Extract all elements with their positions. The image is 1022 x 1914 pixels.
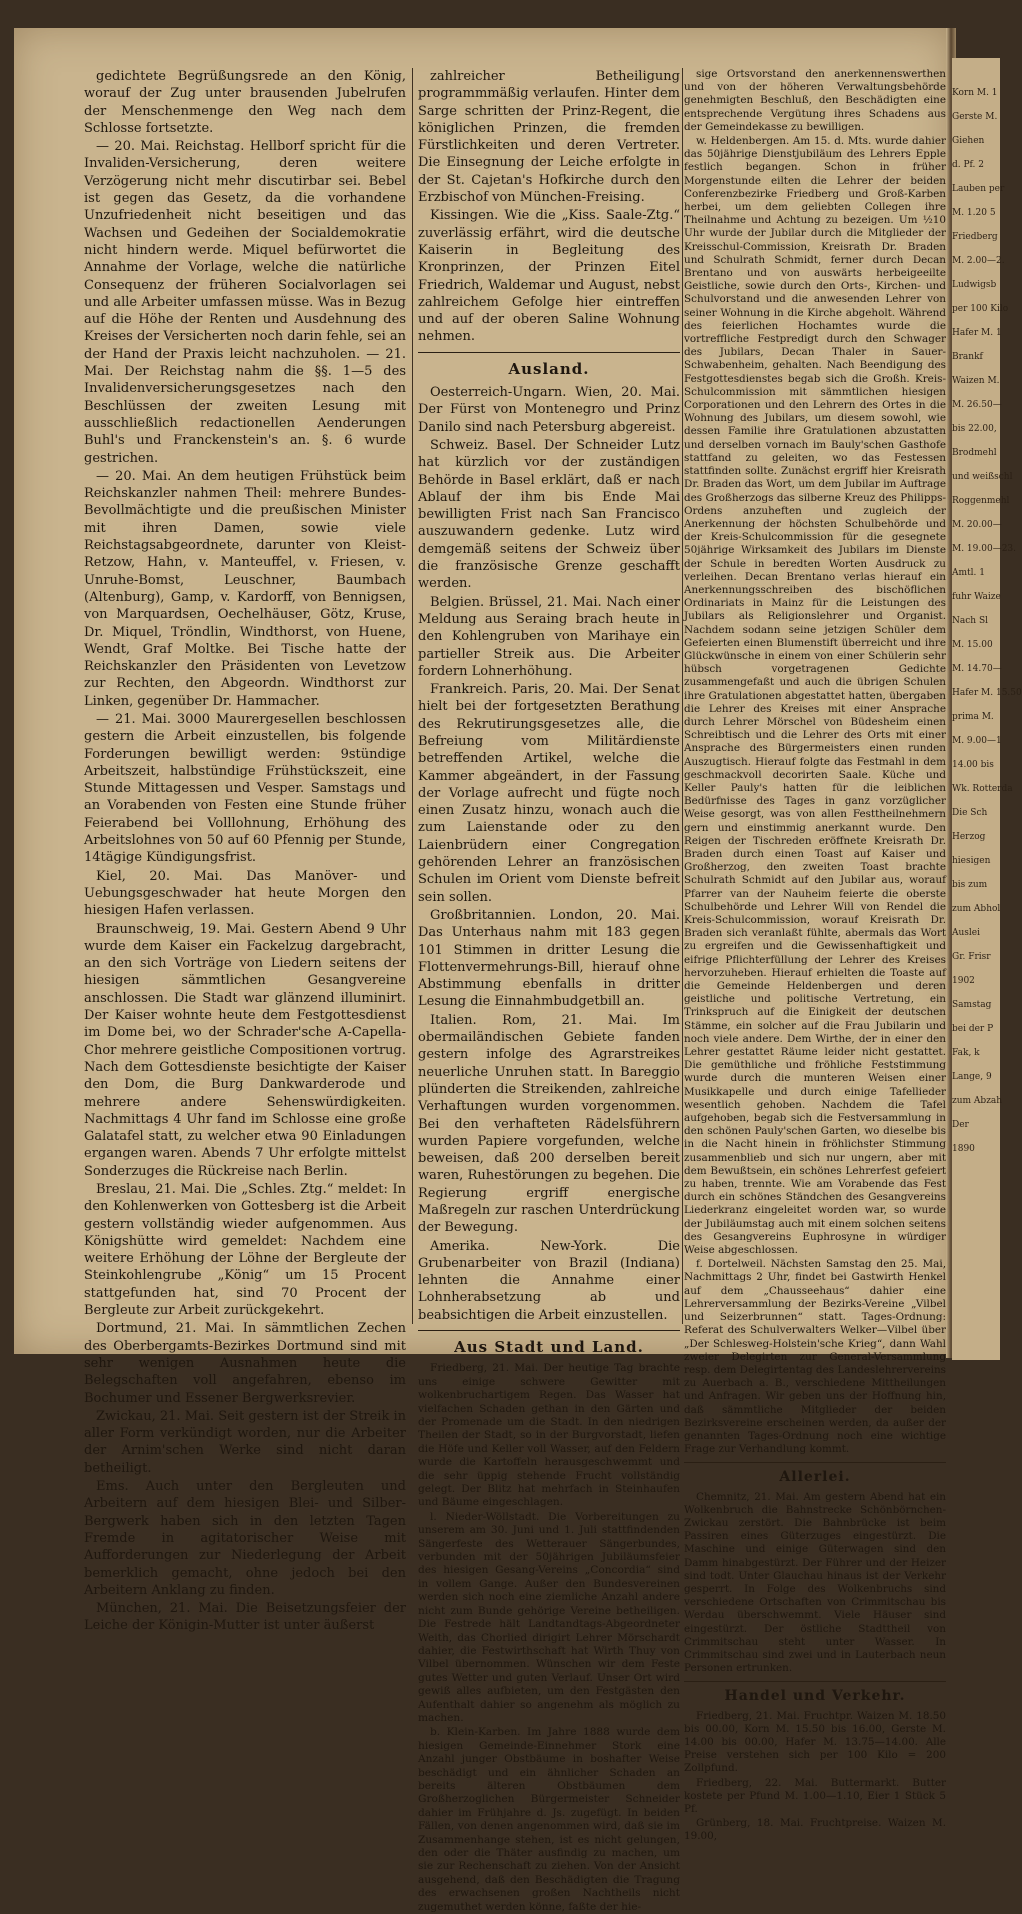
column-1 [84,68,406,1634]
next-page-edge [952,58,1022,1360]
edge-text-fragment: bis zum [952,880,988,890]
article-paragraph: Amerika. New-York. Die Grubenarbeiter von Brazil (Indiana) lehnten die Annahme einer Lohnherabsetzung ab und beabsichtigen die Arbeit einzustellen. [418,1238,680,1323]
edge-text-fragment: zum Abhol [952,904,1001,914]
edge-text-fragment: Hafer M. 15.50 [952,688,1022,698]
edge-text-fragment: Lauben per [952,184,1005,194]
section-divider [418,352,680,353]
edge-text-fragment: M. 15.00 [952,640,993,650]
edge-text-fragment: Amtl. 1 [952,568,985,578]
edge-text-fragment: Brankf [952,352,983,362]
article-paragraph: Braunschweig, 19. Mai. Gestern Abend 9 Uhr wurde dem Kaiser ein Fackelzug dargebracht, an den sich Vorträge von Liedern seitens der hiesigen sämmtlichen Gesangvereine anschlossen. Die Stadt war glänzend illuminirt. Der Kaiser wohnte heute dem Festgottesdienst im Dome bei, wo der Schrader'sche A-Capella-Chor mehrere geistliche Compositionen vortrug. Nach dem Gottesdienste besichtigte der Kaiser den Dom, die Burg Dankwarderode und mehrere andere Sehenswürdigkeiten. Nachmittags 4 Uhr fand im Schlosse eine große Galatafel statt, zu welcher etwa 90 Einladungen ergangen waren. Abends 7 Uhr erfolgte mittelst Sonderzuges die Rückreise nach Berlin. [84,921,406,1179]
article-paragraph: Chemnitz, 21. Mai. Am gestern Abend hat ein Wolkenbruch die Bahnstrecke Schönbörnchen-Zwickau zerstört. Die Bahnbrücke ist beim Passiren eines Güterzuges eingestürzt. Die Maschine und einige Güterwagen sind den Damm hinabgestürzt. Der Führer und der Heizer sind todt. Unter Glauchau hinaus ist der Verkehr gesperrt. In Folge des Wolkenbruchs sind verschiedene Ortschaften von Crimmitschau bis Werdau überschwemmt. Viele Häuser sind eingestürzt. Der östliche Stadttheil von Crimmitschau steht unter Wasser. In Crimmitschau sind zwei und in Lauterbach neun Personen ertrunken. [684,1490,946,1675]
edge-text-fragment: fuhr Waize [952,592,1001,602]
article-paragraph: Ems. Auch unter den Bergleuten und Arbeitern auf dem hiesigen Blei- und Silber-Bergwerk haben sich in den letzten Tagen Fremde in agitatorischer Weise mit Aufforderungen zur Niederlegung der Arbeit bemerklich gemacht, ohne jedoch bei den Arbeitern Anklang zu finden. [84,1479,406,1598]
edge-text-fragment: M. 26.50— [952,400,1002,410]
section-divider [684,1681,946,1682]
article-paragraph: Belgien. Brüssel, 21. Mai. Nach einer Meldung aus Seraing brach heute in den Kohlengruben von Marihaye ein partieller Streik aus. Die Arbeiter fordern Lohnerhöhung. [418,594,680,679]
article-paragraph: gedichtete Begrüßungsrede an den König, worauf der Zug unter brausenden Jubelrufen der Menschenmenge den Weg nach dem Schlosse fortsetzte. [84,69,406,136]
edge-text-fragment: Gr. Frisr [952,952,991,962]
edge-text-fragment: Herzog [952,832,986,842]
article-paragraph: zahlreicher Betheiligung programmmäßig verlaufen. Hinter dem Sarge schritten der Prinz-Regent, die königlichen Prinzen, die fremden Fürstlichkeiten und deren Vertreter. Die Einsegnung der Leiche erfolgte in der St. Cajetan's Hofkirche durch den Erzbischof von München-Freising. [418,69,680,206]
edge-text-fragment: Hafer M. 1 [952,328,1002,338]
edge-text-fragment: M. 14.70— [952,664,1002,674]
edge-text-fragment: Die Sch [952,808,988,818]
section-divider [684,1462,946,1463]
edge-text-fragment: prima M. [952,712,994,722]
article-paragraph: sige Ortsvorstand den anerkennenswerthen und von der höheren Verwaltungsbehörde genehmigten Beschluß, den Beschädigten eine entsprechende Vergütung ihres Schadens aus der Gemeindekasse zu bewilligen. [684,68,946,133]
edge-text-fragment: 1890 [952,1144,975,1154]
article-paragraph: f. Dortelweil. Nächsten Samstag den 25. Mai, Nachmittags 2 Uhr, findet bei Gastwirth Henkel auf dem „Chausseehaus“ dahier eine Lehrerversammlung der Bezirks-Vereine „Vilbel und Seizerbrunnen“ statt. Tages-Ordnung: Referat des Schulverwalters Welker—Vilbel über „Der Schlesweg-Holstein'sche Krieg“, dann Wahl zweier Delegirten zur General-Versammlung resp. dem Delegirtentag des Landeslehrervereins zu Auerbach a. B., verschiedene Mittheilungen und Anfragen. Wir geben uns der Hoffnung hin, daß sämmtliche Mitglieder der beiden Bezirksvereine erscheinen werden, da außer der genannten Tages-Ordnung noch eine wichtige Frage zur Verhandlung kommt. [684,1258,946,1456]
article-paragraph: w. Heldenbergen. Am 15. d. Mts. wurde dahier das 50jährige Dienstjubiläum des Lehrers Epple festlich begangen. Schon in früher Morgenstunde eilten die Lehrer der beiden Conferenzbezirke Friedberg und Groß-Karben herbei, um dem geliebten Collegen ihre Theilnahme und Achtung zu bezeigen. Um ½10 Uhr wurde der Jubilar durch die Mitglieder der Kreisschul-Commission, Kreisrath Dr. Braden und Schulrath Schmidt, ferner durch Decan Brentano und von auswärts herbeigeeilte Geistliche, sowie durch den Orts-, Kirchen- und Schulvorstand und die anwesenden Lehrer von seiner Wohnung in die Kirche abgeholt. Während des feierlichen Hochamtes wurde die vortreffliche Festpredigt durch den Schwager des Jubilars, Decan Thaler in Sauer-Schwabenheim, gehalten. Nach Beendigung des Festgottesdienstes begab sich die Großh. Kreis-Schulcommission mit sämmtlichen hiesigen Corporationen und den Lehrern des Ortes in die Wohnung des Jubilars, um diesem sowohl, wie dessen Familie ihre Gratulationen abzustatten und derselben vornach im Bauly'schen Gasthofe stattfand zu geleiten, wo das Festessen stattfinden sollte. Zunächst ergriff hier Kreisrath Dr. Braden das Wort, um dem Jubilar im Auftrage des Großherzogs das silberne Kreuz des Philipps-Ordens anzuheften und zugleich der Anerkennung der höchsten Schulbehörde und der Kreis-Schulcommission für die gesegnete 50jährige Wirksamkeit des Jubilars im Dienste der Schule in beredten Worten Ausdruck zu verleihen. Decan Brentano verlas hierauf ein Anerkennungsschreiben des bischöflichen Ordinariats in Mainz für die Leistungen des Jubilars als Religionslehrer und Organist. Nachdem sodann seine jetzigen Schüler dem Gefeierten einen Blumenstift überreicht und ihre Glückwünsche in einem von einer Schülerin sehr hübsch vorgetragenen Gedichte zusammengefaßt und auch die übrigen Schulen ihre Gratulationen abgestattet hatten, übergaben die Lehrer des Kreises mit einer Ansprache durch Lehrer Mörschel von Büdesheim einen Schreibtisch und die Lehrer des Orts mit einer Ansprache des Bürgermeisters einen runden Auszugtisch. Hierauf folgte das Festmahl in dem geschmackvoll decorirten Saale. Küche und Keller Pauly's hatten für die leiblichen Bedürfnisse des Tages in ganz vorzüglicher Weise gesorgt, was von allen Festtheilnehmern gern und einstimmig anerkannt wurde. Den Reigen der Tischreden eröffnete Kreisrath Dr. Braden durch einen Toast auf Kaiser und Großherzog, den zweiten Toast brachte Schulrath Schmidt auf den Jubilar aus, worauf Pfarrer van der Nauheim feierte die oberste Schulbehörde und Lehrer Will von Rendel die Kreis-Schulcommission, worauf Kreisrath Dr. Braden sich veranlaßt fühlte, abermals das Wort zu ergreifen und die Gewissenhaftigkeit und eifrige Pflichterfüllung der Lehrer des Kreises hervorzuheben. Hierauf erhielten die Toaste auf die Gemeinde Heldenbergen und deren geistliche und politische Vertretung, ein Trinkspruch auf die Einigkeit der deutschen Stämme, ein solcher auf die Frau Jubilarin und noch viele andere. Dem Wirthe, der in einer den Lehrer gestattet Räume leider nicht gestattet. Die gemüthliche und fröhliche Feststimmung wurde durch die munteren Weisen einer Musikkapelle und durch einige Tafellieder wesentlich gehoben. Nachdem die Tafel aufgehoben, begab sich die Festversammlung in den schönen Pauly'schen Garten, wo dieselbe bis in die Nacht hinein in fröhlichster Stimmung zusammenblieb und sich nur ungern, aber mit dem Bewußtsein, ein schönes Lehrerfest gefeiert zu haben, trennte. Wie am Vorabende das Fest durch ein schönes Ständchen des Gesangvereins Liederkranz eingeleitet worden war, so wurde der Jubiläumstag auch mit einem solchen seitens des Gesangvereins Euphrosyne in würdiger Weise abgeschlossen. [684,135,946,1257]
edge-text-fragment: M. 2.00—2. [952,256,1005,266]
column-rule-2 [682,68,683,1324]
edge-text-fragment: Brodmehl [952,448,997,458]
article-paragraph: Zwickau, 21. Mai. Seit gestern ist der Streik in aller Form verkündigt worden, nur die Arbeiter der Arnim'schen Werke sind nicht daran betheiligt. [84,1408,406,1476]
edge-text-fragment: Roggenmehl [952,496,1010,506]
edge-text-fragment: bis 22.00, [952,424,997,434]
edge-text-fragment: Korn M. 1 [952,88,998,98]
column-3 [684,68,946,1843]
edge-text-fragment: Samstag [952,1000,992,1010]
article-paragraph: — 20. Mai. An dem heutigen Frühstück beim Reichskanzler nahmen Theil: mehrere Bundes-Bevollmächtigte und die preußischen Minister mit ihren Damen, sowie viele Reichstagsabgeordnete, darunter von Kleist-Retzow, Hahn, v. Manteuffel, v. Friesen, v. Unruhe-Bomst, Leuschner, Baumbach (Altenburg), Gamp, v. Kardorff, von Bennigsen, von Marquardsen, Oechelhäuser, Götz, Kruse, Dr. Miquel, Tröndlin, Windthorst, von Huene, Wendt, Graf Moltke. Bei Tische hatte der Reichskanzler den Präsidenten von Levetzow zur Rechten, den Abgeordn. Windthorst zur Linken, gegenüber Dr. Hammacher. [84,468,406,709]
section-heading-allerlei: Allerlei. [779,1469,851,1486]
edge-text-fragment: 1902 [952,976,975,986]
edge-text-fragment: Waizen M. [952,376,1000,386]
edge-text-fragment: Fak, k [952,1048,980,1058]
column-rule-1 [412,68,413,1324]
article-paragraph: l. Nieder-Wöllstadt. Die Vorbereitungen zu unserem am 30. Juni und 1. Juli stattfindenden Sängerfeste des Wetterauer Sängerbundes, verbunden mit der 50jährigen Jubiläumsfeier des hiesigen Gesang-Vereins „Concordia“ sind in vollem Gange. Außer den Bundesvereinen werden sich noch eine ziemliche Anzahl andere nicht zum Bunde gehörige Vereine betheiligen. Die Festrede hält Landtandtags-Abgeordneter Weith, das Chorlied dirigirt Lehrer Mörschardt dahier, die Festwirthschaft hat Wirth Thuy von Vilbel übernommen. Wünschen wir dem Feste gutes Wetter und guten Verlauf. Unser Ort wird gewiß alles aufbieten, um den Festgästen den Aufenthalt dahier so angenehm als möglich zu machen. [418,1510,680,1724]
article-paragraph: Kiel, 20. Mai. Das Manöver- und Uebungsgeschwader hat heute Morgen den hiesigen Hafen verlassen. [84,868,406,919]
article-paragraph: Kissingen. Wie die „Kiss. Saale-Ztg.“ zuverlässig erfährt, wird die deutsche Kaiserin in Begleitung des Kronprinzen, der Prinzen Eitel Friedrich, Waldemar und August, nebst zahlreichem Gefolge hier eintreffen und auf der oberen Saline Wohnung nehmen. [418,208,680,345]
edge-text-fragment: Giehen [952,136,985,146]
article-paragraph: Dortmund, 21. Mai. In sämmtlichen Zechen des Oberbergamts-Bezirkes Dortmund sind mit sehr wenigen Ausnahmen heute die Belegschaften voll angefahren, ebenso im Bochumer und Essener Bergwerksrevier. [84,1321,406,1406]
edge-text-fragment: und weißschl [952,472,1013,482]
edge-text-fragment: M. 20.00— [952,520,1002,530]
edge-text-fragment: M. 1.20 5 [952,208,996,218]
edge-text-fragment: hiesigen [952,856,991,866]
edge-text-fragment: Friedberg [952,232,998,242]
article-paragraph: — 21. Mai. 3000 Maurergesellen beschlossen gestern die Arbeit einzustellen, bis folgende Forderungen bewilligt werden: 9stündige Arbeitszeit, halbstündige Frühstückszeit, eine Stunde Mittagessen und Vesper. Samstags und an Vorabenden von Festen eine Stunde früher Feierabend bei Volllohnung, Erhöhung des Arbeitslohnes von 50 auf 60 Pfennig per Stunde, 14tägige Kündigungsfrist. [84,711,406,866]
edge-text-fragment: per 100 Kilo [952,304,1009,314]
article-paragraph: Friedberg, 21. Mai. Fruchtpr. Waizen M. 18.50 bis 00.00, Korn M. 15.50 bis 16.00, Gerste M. 14.00 bis 00.00, Hafer M. 13.75—14.00. Alle Preise verstehen sich per 100 Kilo = 200 Zollpfund. [684,1709,946,1775]
edge-text-fragment: 14.00 bis [952,760,994,770]
edge-text-fragment: Auslei [952,928,980,938]
section-heading-stadt-und-land: Aus Stadt und Land. [454,1338,644,1357]
edge-text-fragment: Wk. Rotterda [952,784,1013,794]
local-news [418,1362,680,1914]
column-2 [418,68,680,1913]
section-heading-ausland: Ausland. [508,359,590,378]
edge-text-fragment: bei der P [952,1024,994,1034]
article-paragraph: Breslau, 21. Mai. Die „Schles. Ztg.“ meldet: In den Kohlenwerken von Gottesberg ist die Arbeit gestern vollständig wieder aufgenommen. Aus Königshütte wird gemeldet: Nachdem eine weitere Erhöhung der Löhne der Bergleute der Steinkohlengrube „König“ um 15 Procent stattgefunden hat, sind 70 Procent der Bergleute zur Arbeit zurückgekehrt. [84,1182,406,1319]
article-paragraph: Grünberg, 18. Mai. Fruchtpreise. Waizen M. 19.00, [684,1817,946,1843]
article-paragraph: Friedberg, 21. Mai. Der heutige Tag brachte uns einige schwere Gewitter mit wolkenbruchartigem Regen. Das Wasser hat vielfachen Schaden gethan in den Gärten und der Promenade um die Stadt. In den niedrigen Theilen der Stadt, so in der Burgvorstadt, liefen die Höfe und Keller voll Wasser, auf den Feldern wurde die Kartoffeln herausgeschwemmt und die sehr üppig stehende Frucht vollständig gelegt. Der Blitz hat mehrfach in Steinhaufen und Bäume eingeschlagen. [418,1362,680,1509]
article-paragraph: München, 21. Mai. Die Beisetzungsfeier der Leiche der Königin-Mutter ist unter äußerst [84,1601,406,1634]
article-paragraph: Schweiz. Basel. Der Schneider Lutz hat kürzlich vor der zuständigen Behörde in Basel erklärt, daß er nach Ablauf der ihm bis Ende Mai bewilligten Frist nach San Francisco auszuwandern gedenke. Lutz wird demgemäß seitens der Schweiz über die französische Grenze geschafft werden. [418,437,680,592]
edge-text-fragment: zum Abzah [952,1096,1003,1106]
edge-text-fragment: Lange, 9 [952,1072,992,1082]
edge-text-fragment: Der [952,1120,969,1130]
article-paragraph: Oesterreich-Ungarn. Wien, 20. Mai. Der Fürst von Montenegro und Prinz Danilo sind nach Petersburg abgereist. [418,385,680,435]
article-paragraph: Frankreich. Paris, 20. Mai. Der Senat hielt bei der fortgesetzten Berathung des Rekrutirungsgesetzes alle, die Befreiung vom Militärdienste betreffenden Artikel, welche die Kammer abgeändert, in der Fassung der Vorlage aufrecht und fügte noch einen Zusatz hinzu, wonach auch die zum Laienstande oder zu den Laienbrüdern einer Congregation gehörenden Lehrer an französischen Schulen im Orient vom Dienste befreit sein sollen. [418,682,680,905]
article-paragraph: — 20. Mai. Reichstag. Hellborf spricht für die Invaliden-Versicherung, deren weitere Verzögerung nicht mehr discutirbar sei. Bebel ist gegen das Gesetz, da die vorhandene Unzufriedenheit nicht beseitigen und das Wachsen und Gedeihen der Socialdemokratie nicht hindern werde. Miquel befürwortet die Annahme der Vorlage, welche die natürliche Consequenz der früheren Socialvorlagen sei und alle Arbeiter umfassen müsse. Was in Bezug auf die Höhe der Renten und Ausdehnung des Kreises der Versicherten noch darin fehle, sei an der Hand der Praxis leicht nachzuholen. — 21. Mai. Der Reichstag nahm die §§. 1—5 des Invalidenversicherungsgesetzes nach den Beschlüssen der zweiten Lesung mit ausschließlich redactionellen Aenderungen Buhl's und Franckenstein's an. §. 6 wurde gestrichen. [84,139,406,466]
edge-text-fragment: Ludwigsb [952,280,997,290]
edge-text-fragment: Gerste M. [952,112,998,122]
edge-text-fragment: M. 19.00—23. [952,544,1017,554]
edge-text-fragment: M. 9.00—1 [952,736,1002,746]
article-paragraph: Großbritannien. London, 20. Mai. Das Unterhaus nahm mit 183 gegen 101 Stimmen in dritter Lesung die Flottenvermehrungs-Bill, hierauf ohne Abstimmung ebenfalls in dritter Lesung die Einnahmbudgetbill an. [418,907,680,1010]
edge-text-fragment: Nach Sl [952,616,988,626]
article-paragraph: Friedberg, 22. Mai. Buttermarkt. Butter kostete per Pfund M. 1.00—1.10, Eier 1 Stück 5 Pf. [684,1776,946,1815]
section-divider [418,1330,680,1331]
article-paragraph: b. Klein-Karben. Im Jahre 1888 wurde dem hiesigen Gemeinde-Einnehmer Stork eine Anzahl junger Obstbäume in boshafter Weise beschädigt und ein ähnlicher Schaden an bereits älteren Obstbäumen dem Großherzoglichen Bürgermeister Schneider dahier im Frühjahre d. Js. zugefügt. In beiden Fällen, von denen angenommen wird, daß sie im Zusammenhange stehen, ist es nicht gelungen, den oder die Thäter ausfindig zu machen, um sie zur Rechenschaft zu ziehen. Von der Ansicht ausgehend, daß den Beschädigten die Tragung des erwachsenen großen Nachtheils nicht zugemuthet werden könne, faßte der hie- [418,1726,680,1913]
edge-text-fragment: d. Pf. 2 [952,160,984,170]
article-paragraph: Italien. Rom, 21. Mai. Im obermailändischen Gebiete fanden gestern infolge des Agrarstreikes neuerliche Unruhen statt. In Bareggio plünderten die Streikenden, zahlreiche Verhaftungen wurden vorgenommen. Bei den verhafteten Rädelsführern wurden Papiere vorgefunden, welche beweisen, daß 200 derselben bereit waren, Ruhestörungen zu begehen. Die Regierung ergriff energische Maßregeln zur raschen Unterdrückung der Bewegung. [418,1012,680,1236]
section-heading-handel: Handel und Verkehr. [724,1688,906,1705]
